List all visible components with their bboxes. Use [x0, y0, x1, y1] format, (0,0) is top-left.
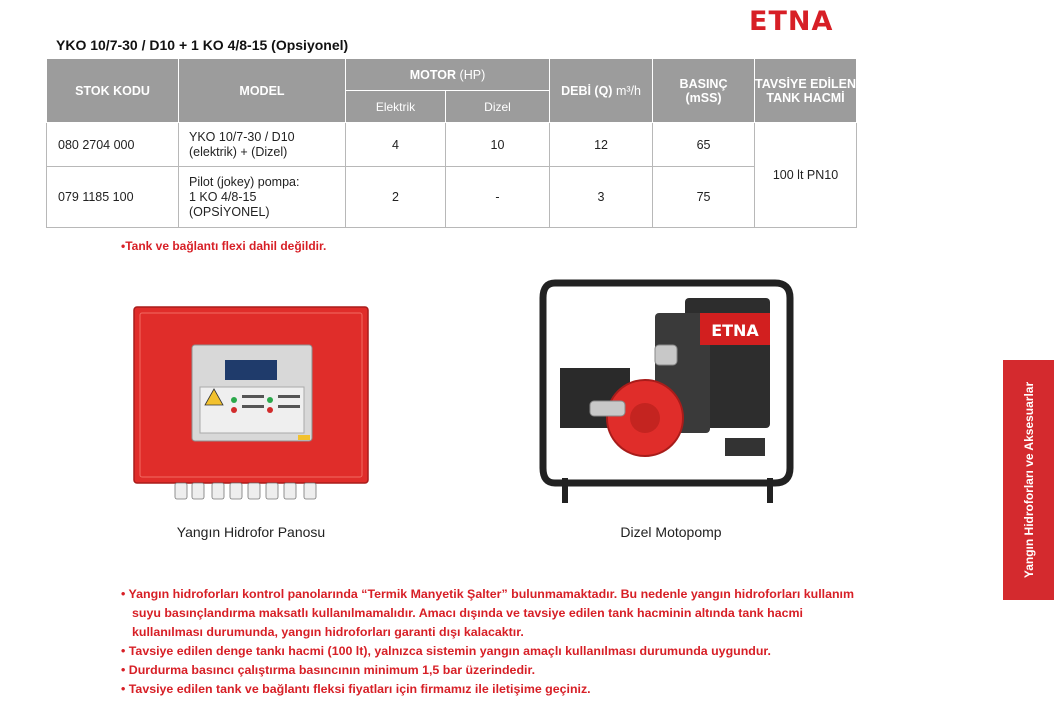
fire-pump-panel-image [130, 305, 372, 505]
header-elektrik: Elektrik [346, 91, 446, 123]
cell-dizel: - [446, 167, 550, 228]
model-line: 1 KO 4/8-15 [189, 189, 257, 204]
cell-elektrik: 4 [346, 123, 446, 167]
tank-note: •Tank ve bağlantı flexi dahil değildir. [121, 239, 327, 253]
header-motor-unit: (HP) [459, 67, 486, 82]
header-basinc [653, 59, 755, 123]
pump-brand-label: ETNA [711, 321, 759, 340]
panel-caption: Yangın Hidrofor Panosu [176, 524, 326, 540]
brand-logo: ETNA [749, 6, 834, 37]
spec-table [46, 58, 857, 228]
header-dizel: Dizel [446, 91, 550, 123]
header-debi [550, 59, 653, 123]
model-line: YKO 10/7-30 / D10 [189, 129, 295, 144]
header-basinc-line1: BASINÇ [679, 76, 728, 91]
model-line: (OPSİYONEL) [189, 204, 270, 219]
section-side-tab[interactable] [1003, 360, 1054, 600]
header-debi-label: DEBİ (Q) [561, 83, 613, 98]
header-stok-kodu: STOK KODU [47, 59, 179, 123]
header-motor-label: MOTOR [409, 67, 457, 82]
cell-basinc: 65 [653, 123, 755, 167]
table-row [47, 123, 857, 167]
header-motor [346, 59, 550, 91]
header-tank-line2: TANK HACMİ [766, 90, 845, 105]
table-row [47, 167, 857, 228]
cell-stok: 080 2704 000 [47, 123, 179, 167]
cell-basinc: 75 [653, 167, 755, 228]
header-tank-line1: TAVSİYE EDİLEN [755, 76, 856, 91]
note-item: • Tavsiye edilen denge tankı hacmi (100 lt), yalnızca sistemin yangın amaçlı kullanılması durumunda uygundur. [121, 644, 771, 658]
header-basinc-line2: (mSS) [685, 90, 722, 105]
header-tank [755, 59, 857, 123]
pump-caption: Dizel Motopomp [620, 524, 722, 540]
note-item: • Tavsiye edilen tank ve bağlantı fleksi fiyatları için firmamız ile iletişime geçiniz. [121, 682, 591, 696]
cell-stok: 079 1185 100 [47, 167, 179, 228]
model-line: (elektrik) + (Dizel) [189, 144, 288, 159]
section-side-tab-label: Yangın Hidroforları ve Aksesuarlar [1021, 381, 1036, 579]
header-model: MODEL [179, 59, 346, 123]
notes-list [121, 585, 861, 699]
model-line: Pilot (jokey) pompa: [189, 174, 300, 189]
cell-elektrik: 2 [346, 167, 446, 228]
note-item: • Yangın hidroforları kontrol panolarında “Termik Manyetik Şalter” bulunmamaktadır. Bu nedenle yangın hidroforları kullanım suyu basınçlandırma maksatlı kullanılmamalıdır. Amacı dışında ve tavsiye edilen tank hacminin altında tank hacmi kullanılması durumunda, yangın hidroforları garanti dışı kalacaktır. [121, 587, 854, 639]
cell-model [179, 167, 346, 228]
cell-debi: 3 [550, 167, 653, 228]
cell-dizel: 10 [446, 123, 550, 167]
product-title: YKO 10/7-30 / D10 + 1 KO 4/8-15 (Opsiyonel) [56, 37, 349, 53]
diesel-motor-pump-image [535, 273, 797, 508]
header-debi-unit: m³/h [615, 83, 641, 98]
note-item: • Durdurma basıncı çalıştırma basıncının minimum 1,5 bar üzerindedir. [121, 663, 536, 677]
cell-tank: 100 lt PN10 [755, 123, 857, 228]
cell-debi: 12 [550, 123, 653, 167]
cell-model [179, 123, 346, 167]
